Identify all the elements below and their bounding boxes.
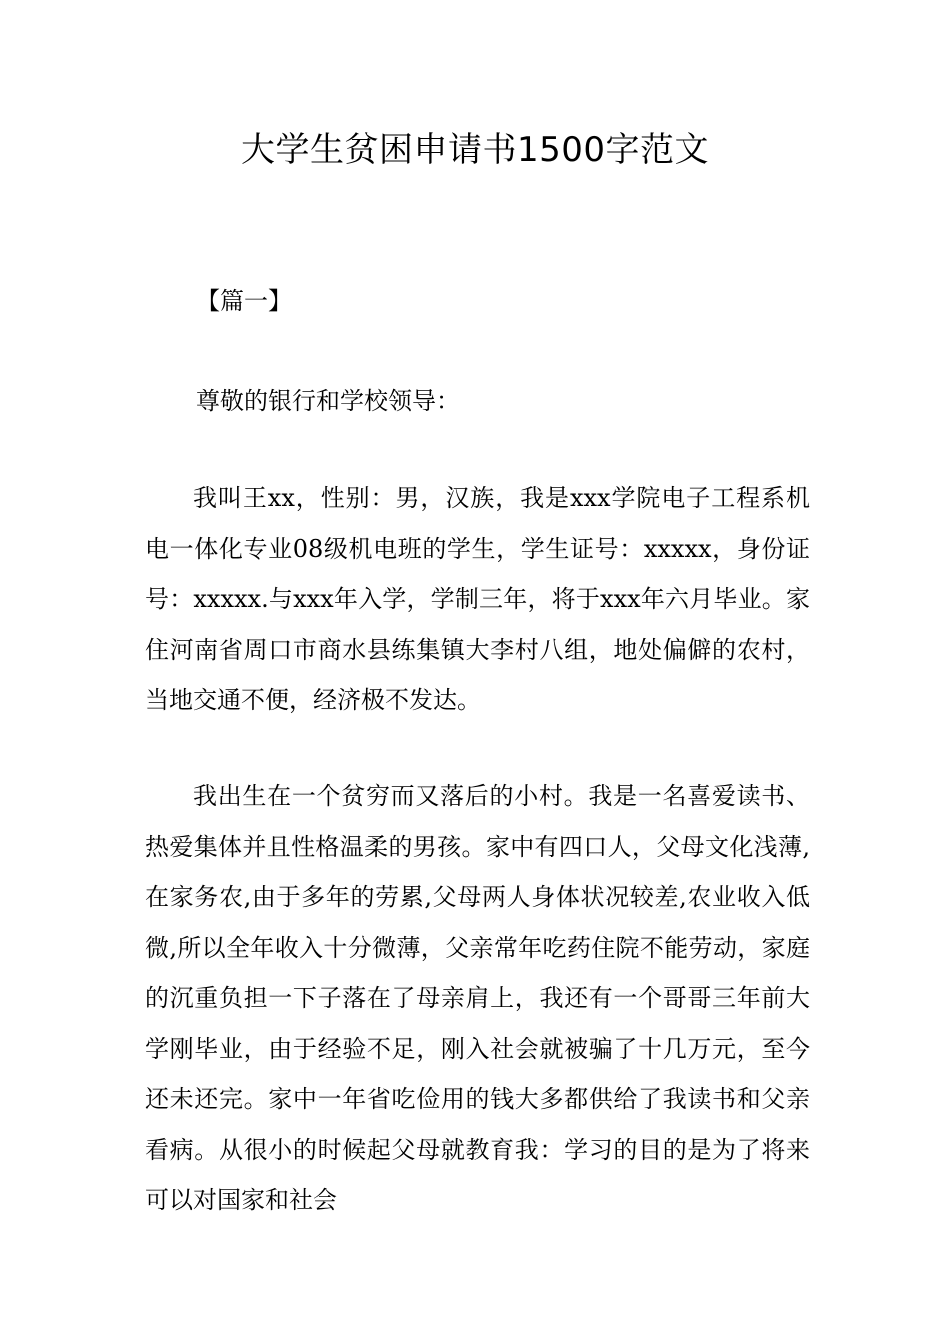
body-paragraph-2: 我出生在一个贫穷而又落后的小村。我是一名喜爱读书、热爱集体并且性格温柔的男孩。家中有四口人，父母文化浅薄,在家务农,由于多年的劳累,父母两人身体状况较差,农业收入低微,所以全年收入十分微薄，父亲常年吃药住院不能劳动，家庭的沉重负担一下子落在了母亲肩上，我还有一个哥哥三年前大学刚毕业，由于经验不足，刚入社会就被骗了十几万元，至今还未还完。家中一年省吃俭用的钱大多都供给了我读书和父亲看病。从很小的时候起父母就教育我：学习的目的是为了将来可以对国家和社会 (145, 782, 810, 1214)
salutation: 尊敬的银行和学校领导： (196, 387, 460, 415)
body-paragraph-1: 我叫王xx，性别：男，汉族，我是xxx学院电子工程系机电一体化专业08级机电班的学生，学生证号：xxxxx，身份证号：xxxxx.与xxx年入学，学制三年，将于xxx年六月毕业。家住河南省周口市商水县练集镇大李村八组，地处偏僻的农村，当地交通不便，经济极不发达。 (145, 484, 810, 714)
section-heading: 【篇一】 (196, 287, 292, 315)
page-title: 大学生贫困申请书1500字范文 (240, 130, 710, 170)
